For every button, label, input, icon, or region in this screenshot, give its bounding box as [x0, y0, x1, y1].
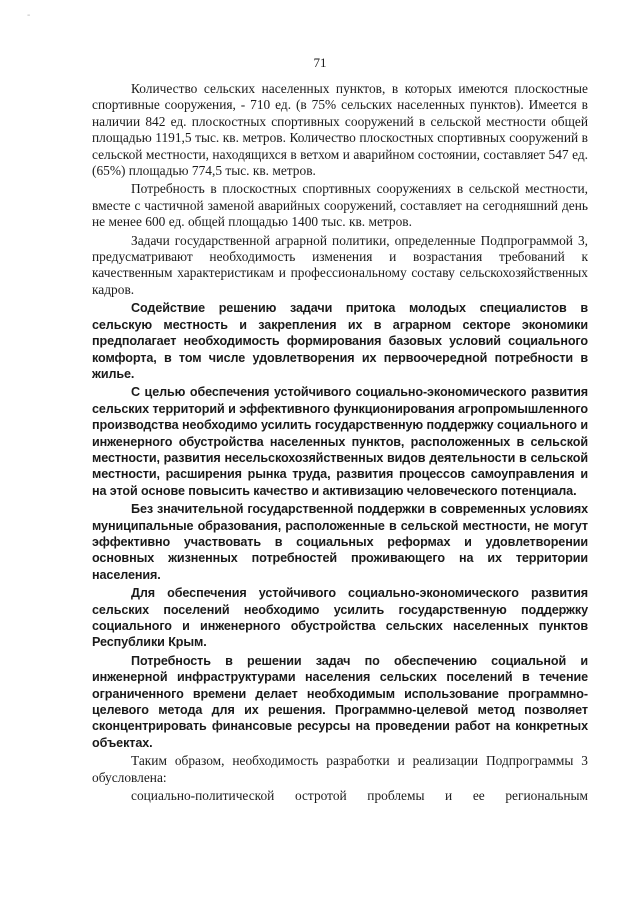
document-body — [92, 81, 588, 806]
paragraph-rural-sports-facilities: Количество сельских населенных пунктов, в которых имеются плоскостные спортивные сооружения, - 710 ед. (в 75% сельских населенных пунктов). Имеется в наличии 842 ед. плоскостных спортивных сооружений в сельской местности общей площадью 1191,5 тыс. кв. метров. Количество плоскостных спортивных сооружений в сельской местности, находящихся в ветхом и аварийном состоянии, составляет 547 ед. (65%) площадью 774,5 тыс. кв. метров. — [92, 81, 588, 179]
paragraph-sports-facilities-need: Потребность в плоскостных спортивных сооружениях в сельской местности, вместе с частичной заменой аварийных сооружений, составляет на сегодняшний день не менее 600 ед. общей площадью 1400 тыс. кв. метров. — [92, 181, 588, 230]
paragraph-young-specialists: Содействие решению задачи притока молодых специалистов в сельскую местность и закрепления их в аграрном секторе экономики предполагает необходимость формирования базовых условий социального комфорта, в том числе удовлетворения их первоочередной потребности в жилье. — [92, 301, 588, 381]
paragraph-state-support: Без значительной государственной поддержки в современных условиях муниципальные образования, расположенные в сельской местности, не могут эффективно участвовать в социальных реформах и удовлетворении основных жизненных потребностей проживающего на их территории населения. — [92, 502, 588, 582]
paragraph-program-target-method: Потребность в решении задач по обеспечению социальной и инженерной инфраструктурами населения сельских поселений в течение ограниченного времени делает необходимым использование программно-целевого метода для их решения. Программно-целевой метод позволяет сконцентрировать финансовые ресурсы на проведении работ на конкретных объектах. — [92, 653, 588, 750]
paragraph-agrarian-policy-tasks: Задачи государственной аграрной политики, определенные Подпрограммой 3, предусматривают необходимость изменения и возрастания требований к качественным характеристикам и профессиональному составу сельскохозяйственных кадров. — [92, 232, 588, 297]
paragraph-sustainable-development: С целью обеспечения устойчивого социально-экономического развития сельских территорий и эффективного функционирования агропромышленного производства необходимо усилить государственную поддержку социального и инженерного обустройства населенных пунктов, расположенных в сельской местности, развития несельскохозяйственных видов деятельности в сельской местности, расширения рынка труда, развития процессов самоуправления и на этой основе повысить качество и активизацию человеческого потенциала. — [92, 385, 588, 498]
scan-corner-mark: - — [27, 10, 31, 21]
paragraph-social-political-acuteness: социально-политической остротой проблемы и ее региональным — [131, 788, 588, 804]
paragraph-crimea-settlements: Для обеспечения устойчивого социально-экономического развития сельских поселений необходимо усилить государственную поддержку социального и инженерного обустройства сельских населенных пунктов Республики Крым. — [92, 586, 588, 650]
page-number: 71 — [313, 55, 327, 70]
paragraph-subprogram-necessity: Таким образом, необходимость разработки и реализации Подпрограммы 3 обусловлена: — [92, 753, 588, 785]
